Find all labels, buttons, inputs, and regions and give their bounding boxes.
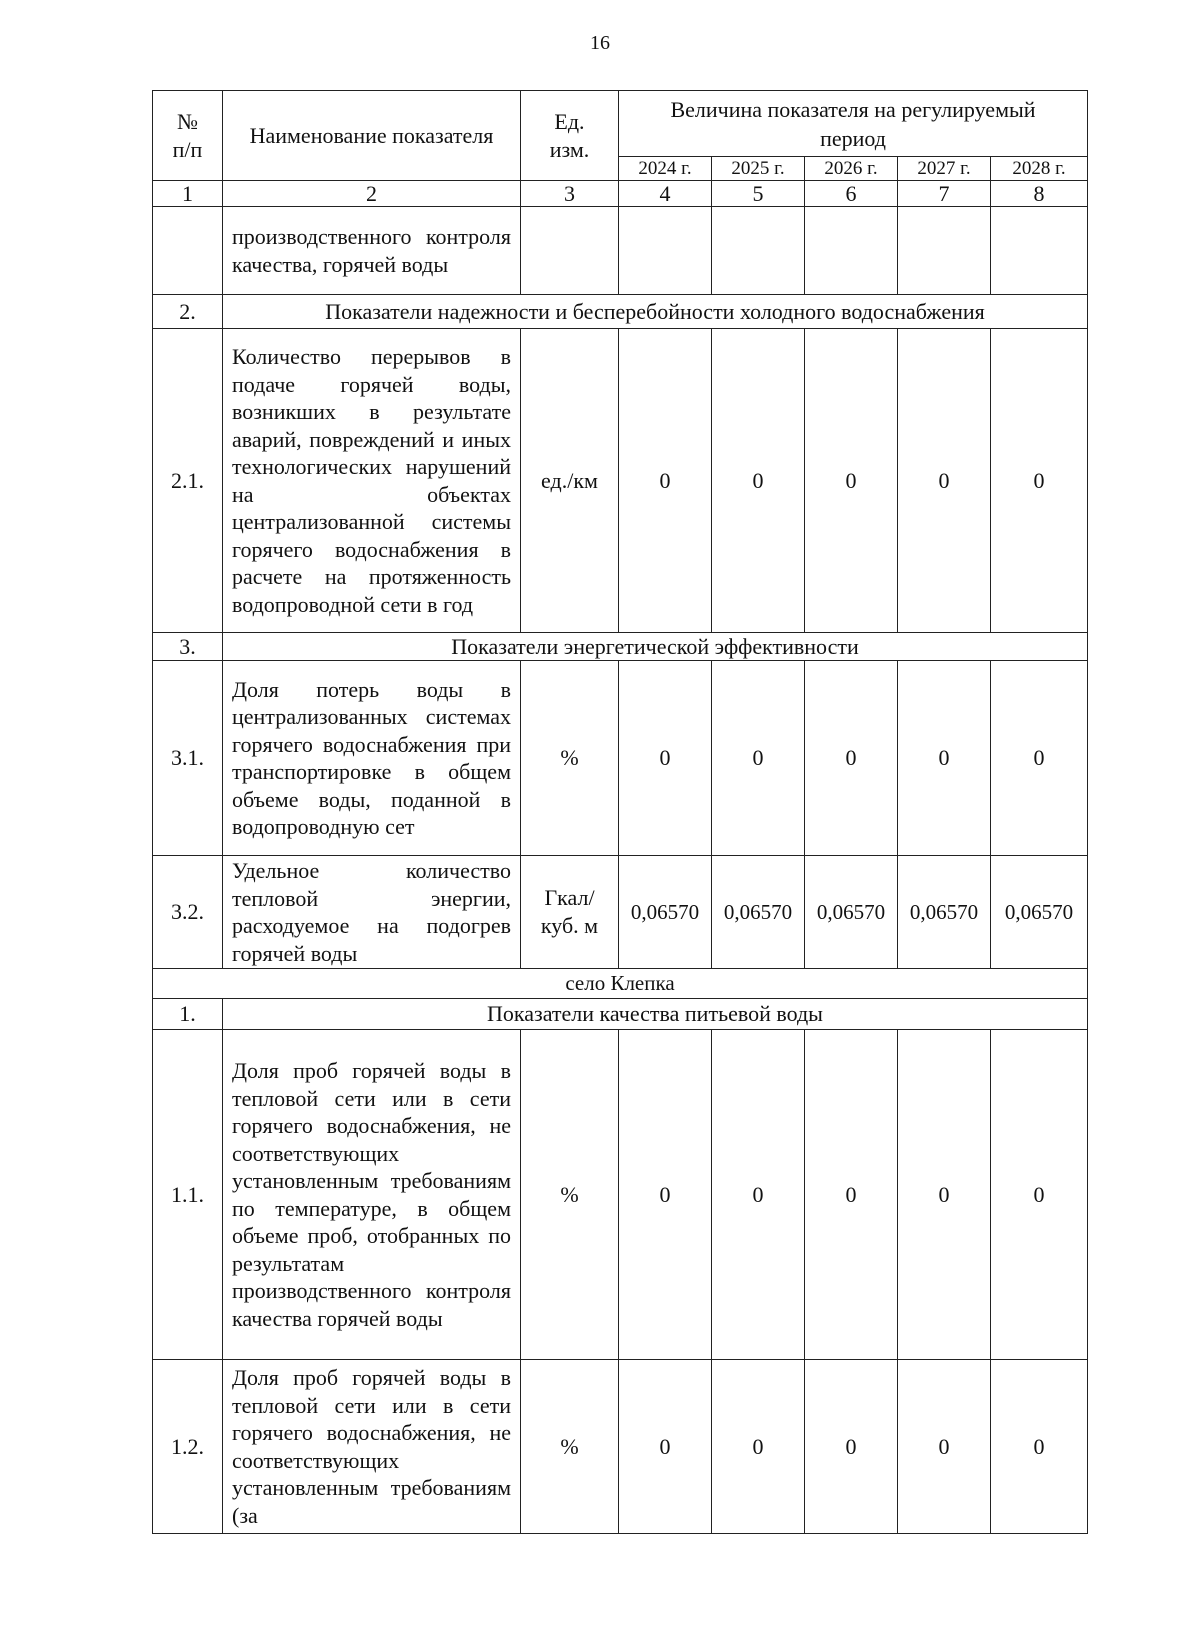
value-2025: 0,06570 xyxy=(712,856,805,969)
header-num: № п/п xyxy=(153,91,223,181)
table-row xyxy=(153,1030,1088,1360)
table-row xyxy=(153,1360,1088,1534)
section-num: 3. xyxy=(153,633,223,661)
value-2024: 0 xyxy=(619,329,712,633)
section-num: 1. xyxy=(153,999,223,1030)
header-value-period: Величина показателя на регулируемый период xyxy=(619,91,1088,157)
value-cell xyxy=(805,207,898,295)
column-number: 4 xyxy=(619,181,712,207)
year-2028: 2028 г. xyxy=(991,157,1088,181)
value-2028: 0 xyxy=(991,1030,1088,1360)
village-title: село Клепка xyxy=(153,969,1088,999)
row-num-cell xyxy=(153,207,223,295)
unit: Гкал/ куб. м xyxy=(521,856,619,969)
value-2024: 0 xyxy=(619,1360,712,1534)
section-row xyxy=(153,295,1088,329)
column-number: 5 xyxy=(712,181,805,207)
value-cell xyxy=(991,207,1088,295)
value-cell xyxy=(898,207,991,295)
year-2025: 2025 г. xyxy=(712,157,805,181)
indicator-name: Доля проб горячей воды в тепловой сети или в сети горячего водоснабжения, не соответствующих установленным требованиям по температуре, в общем объеме проб, отобранных по результатам производственного контроля качества горячей воды xyxy=(223,1030,521,1360)
value-2026: 0 xyxy=(805,1030,898,1360)
section-row xyxy=(153,999,1088,1030)
indicator-name: Доля проб горячей воды в тепловой сети или в сети горячего водоснабжения, не соответствующих установленным требованиям (за xyxy=(223,1360,521,1534)
section-num: 2. xyxy=(153,295,223,329)
section-title: Показатели энергетической эффективности xyxy=(223,633,1088,661)
value-2024: 0,06570 xyxy=(619,856,712,969)
value-2027: 0 xyxy=(898,329,991,633)
unit: % xyxy=(521,1360,619,1534)
value-2024: 0 xyxy=(619,1030,712,1360)
value-2024: 0 xyxy=(619,661,712,856)
unit-cell xyxy=(521,207,619,295)
unit: % xyxy=(521,1030,619,1360)
row-num: 1.1. xyxy=(153,1030,223,1360)
indicator-name: Доля потерь воды в централизованных системах горячего водоснабжения при транспортировке в общем объеме воды, поданной в водопроводную сет xyxy=(223,661,521,856)
table-row xyxy=(153,661,1088,856)
indicator-name: производственного контроля качества, горячей воды xyxy=(223,207,521,295)
row-num: 1.2. xyxy=(153,1360,223,1534)
row-num: 2.1. xyxy=(153,329,223,633)
indicator-name: Количество перерывов в подаче горячей воды, возникших в результате аварий, повреждений и иных технологических нарушений на объектах централизованной системы горячего водоснабжения в расчете на протяженность водопроводной сети в год xyxy=(223,329,521,633)
value-2027: 0 xyxy=(898,661,991,856)
row-num: 3.2. xyxy=(153,856,223,969)
column-number: 3 xyxy=(521,181,619,207)
table-row xyxy=(153,207,1088,295)
section-row xyxy=(153,633,1088,661)
page-number: 16 xyxy=(590,32,610,54)
row-num: 3.1. xyxy=(153,661,223,856)
value-2026: 0 xyxy=(805,329,898,633)
value-2026: 0,06570 xyxy=(805,856,898,969)
value-2025: 0 xyxy=(712,1030,805,1360)
column-number: 2 xyxy=(223,181,521,207)
table-row xyxy=(153,856,1088,969)
value-2028: 0 xyxy=(991,1360,1088,1534)
value-2028: 0,06570 xyxy=(991,856,1088,969)
indicator-name: Удельное количество тепловой энергии, расходуемое на подогрев горячей воды xyxy=(223,856,521,969)
value-2027: 0 xyxy=(898,1360,991,1534)
column-number: 8 xyxy=(991,181,1088,207)
unit: ед./км xyxy=(521,329,619,633)
value-2028: 0 xyxy=(991,329,1088,633)
section-title: Показатели надежности и бесперебойности холодного водоснабжения xyxy=(223,295,1088,329)
value-cell xyxy=(712,207,805,295)
value-2026: 0 xyxy=(805,661,898,856)
header-name: Наименование показателя xyxy=(223,91,521,181)
indicators-table xyxy=(152,90,1088,1534)
column-numbers-row xyxy=(153,181,1088,207)
unit: % xyxy=(521,661,619,856)
year-2027: 2027 г. xyxy=(898,157,991,181)
column-number: 6 xyxy=(805,181,898,207)
value-2027: 0,06570 xyxy=(898,856,991,969)
year-2026: 2026 г. xyxy=(805,157,898,181)
value-2027: 0 xyxy=(898,1030,991,1360)
table-row xyxy=(153,329,1088,633)
value-2025: 0 xyxy=(712,661,805,856)
column-number: 7 xyxy=(898,181,991,207)
header-unit: Ед. изм. xyxy=(521,91,619,181)
column-number: 1 xyxy=(153,181,223,207)
header-row xyxy=(153,91,1088,157)
section-title: Показатели качества питьевой воды xyxy=(223,999,1088,1030)
value-2025: 0 xyxy=(712,1360,805,1534)
value-cell xyxy=(619,207,712,295)
value-2028: 0 xyxy=(991,661,1088,856)
value-2025: 0 xyxy=(712,329,805,633)
year-2024: 2024 г. xyxy=(619,157,712,181)
value-2026: 0 xyxy=(805,1360,898,1534)
village-row xyxy=(153,969,1088,999)
